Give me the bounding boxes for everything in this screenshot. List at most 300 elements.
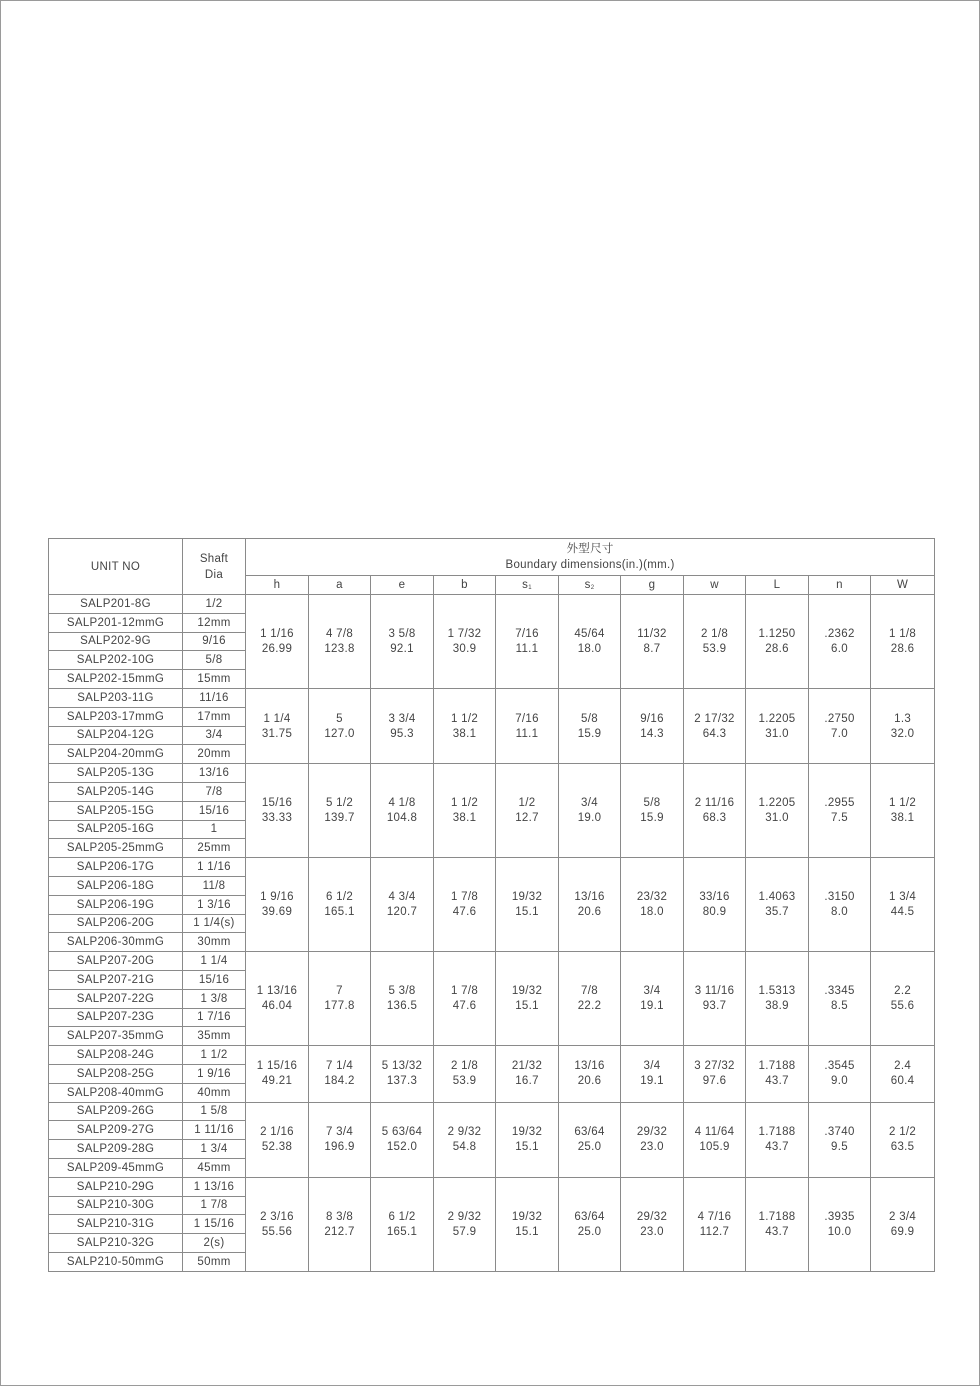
dimension-cell	[621, 858, 684, 952]
dimension-inch: 1 9/16	[260, 891, 294, 904]
dimension-mm: 15.1	[515, 1225, 539, 1238]
shaft-dia-cell: 17mm	[183, 707, 246, 726]
dimension-cell	[309, 688, 371, 763]
table-row	[49, 1046, 935, 1065]
dimension-mm: 6.0	[831, 642, 848, 655]
shaft-dia-cell: 40mm	[183, 1083, 246, 1102]
dimension-cell	[871, 1177, 935, 1271]
dimension-inch: .2362	[824, 627, 855, 640]
unit-no-cell: SALP202-10G	[49, 651, 183, 670]
dimension-mm: 52.38	[261, 1141, 293, 1154]
dimension-inch: 3 3/4	[388, 712, 416, 725]
dimension-inch: 19/32	[511, 985, 543, 998]
dimension-mm: 165.1	[386, 1225, 418, 1238]
shaft-dia-line2: Dia	[204, 568, 224, 581]
dimension-cell	[809, 595, 871, 689]
shaft-dia-cell: 11/8	[183, 876, 246, 895]
dimension-cell	[559, 1046, 621, 1102]
shaft-dia-cell: 15mm	[183, 670, 246, 689]
dimension-cell	[309, 1102, 371, 1177]
dimension-inch: 1 1/8	[889, 627, 917, 640]
dimension-mm: 7.0	[831, 727, 848, 740]
unit-no-cell: SALP205-13G	[49, 764, 183, 783]
dimension-inch: 2 1/2	[889, 1126, 917, 1139]
shaft-dia-cell: 1/2	[183, 595, 246, 614]
column-header: L	[746, 576, 809, 595]
dimension-cell	[371, 595, 434, 689]
dimension-mm: 7.5	[831, 812, 848, 825]
table-row	[49, 764, 935, 783]
dimension-inch: 2.2	[894, 985, 912, 998]
shaft-dia-cell: 11/16	[183, 688, 246, 707]
dimension-cell	[309, 764, 371, 858]
dimension-cell	[434, 1046, 496, 1102]
shaft-dia-cell: 1 1/4	[183, 952, 246, 971]
column-header: h	[246, 576, 309, 595]
dimension-mm: 127.0	[324, 727, 355, 740]
dimension-inch: 5 13/32	[381, 1060, 423, 1073]
unit-no-cell: SALP205-15G	[49, 801, 183, 820]
dimension-inch: 3/4	[643, 985, 661, 998]
unit-no-cell: SALP207-20G	[49, 952, 183, 971]
dimension-inch: 1 7/8	[450, 985, 479, 998]
column-header: $s_2$	[559, 576, 621, 595]
dimension-inch: 2 17/32	[694, 712, 735, 725]
column-header: e	[371, 576, 434, 595]
dimension-cell	[309, 858, 371, 952]
dimension-cell	[371, 1102, 434, 1177]
shaft-dia-cell: 13/16	[183, 764, 246, 783]
dimension-mm: 20.6	[577, 906, 602, 919]
dimensions-table	[48, 538, 935, 1272]
dimension-cell	[621, 952, 684, 1046]
column-header: W	[871, 576, 935, 595]
dimension-mm: 137.3	[386, 1075, 418, 1088]
dimension-cell	[559, 952, 621, 1046]
dimension-cell	[559, 1177, 621, 1271]
dimension-mm: 8.5	[831, 1000, 848, 1013]
unit-no-cell: SALP205-16G	[49, 820, 183, 839]
shaft-dia-cell: 1 7/8	[183, 1196, 246, 1215]
dimension-mm: 95.3	[390, 727, 414, 740]
shaft-dia-cell: 1 15/16	[183, 1215, 246, 1234]
dimension-cell	[496, 764, 559, 858]
dimension-mm: 63.5	[890, 1141, 915, 1154]
dimension-inch: 5	[336, 712, 343, 725]
dimension-inch: .3150	[824, 891, 855, 904]
dimension-mm: 15.9	[640, 812, 664, 825]
dimension-inch: 7	[336, 985, 343, 998]
dimension-mm: 22.2	[577, 1000, 602, 1013]
column-header: b	[434, 576, 496, 595]
dimension-cell	[809, 1046, 871, 1102]
unit-no-cell: SALP207-21G	[49, 970, 183, 989]
dimension-mm: 184.2	[324, 1075, 355, 1088]
dimension-inch: 4 11/64	[694, 1126, 735, 1139]
dimension-inch: 1.2205	[758, 797, 796, 810]
dimension-cell	[246, 1046, 309, 1102]
dimension-mm: 23.0	[640, 1141, 664, 1154]
table-body	[49, 595, 935, 1272]
dimension-cell	[621, 1102, 684, 1177]
dimension-cell	[309, 1046, 371, 1102]
shaft-dia-cell: 35mm	[183, 1027, 246, 1046]
dimension-mm: 30.9	[452, 642, 477, 655]
unit-no-cell: SALP209-26G	[49, 1102, 183, 1121]
unit-no-cell: SALP210-29G	[49, 1177, 183, 1196]
dimension-cell	[684, 764, 746, 858]
dimension-inch: 4 1/8	[388, 797, 416, 810]
dimension-cell	[746, 1102, 809, 1177]
table-row	[49, 688, 935, 707]
dimension-cell	[496, 1046, 559, 1102]
dimension-mm: 10.0	[827, 1225, 852, 1238]
dimension-mm: 105.9	[699, 1141, 730, 1154]
column-subscript: 2	[590, 585, 595, 591]
dimension-mm: 68.3	[702, 812, 727, 825]
shaft-dia-cell: 3/4	[183, 726, 246, 745]
shaft-dia-cell: 1 5/8	[183, 1102, 246, 1121]
dimension-mm: 26.99	[261, 642, 293, 655]
dimension-mm: 9.5	[831, 1141, 848, 1154]
table-row	[49, 858, 935, 877]
dimension-inch: 19/32	[511, 1126, 543, 1139]
dimension-inch: 1 3/4	[889, 891, 917, 904]
unit-no-cell: SALP207-22G	[49, 989, 183, 1008]
dimension-mm: 123.8	[324, 642, 355, 655]
dimension-cell	[746, 858, 809, 952]
column-header: $s_1$	[496, 576, 559, 595]
dimension-cell	[871, 764, 935, 858]
dimension-mm: 139.7	[324, 812, 355, 825]
dimension-mm: 12.7	[515, 812, 539, 825]
unit-no-cell: SALP210-31G	[49, 1215, 183, 1234]
dimension-inch: 23/32	[636, 891, 668, 904]
dimension-mm: 23.0	[640, 1225, 664, 1238]
column-header: n	[809, 576, 871, 595]
shaft-dia-cell: 1 3/8	[183, 989, 246, 1008]
unit-no-cell: SALP209-27G	[49, 1121, 183, 1140]
table-row	[49, 952, 935, 971]
dimension-cell	[809, 858, 871, 952]
dimension-inch: 13/16	[574, 891, 605, 904]
unit-no-header: UNIT NO	[49, 539, 183, 595]
dimension-cell	[621, 688, 684, 763]
dimension-inch: .3740	[824, 1126, 855, 1139]
dimension-inch: 4 3/4	[388, 891, 416, 904]
dimension-cell	[684, 1177, 746, 1271]
dimension-cell	[434, 858, 496, 952]
dimension-inch: 2 9/32	[447, 1126, 482, 1139]
dimension-cell	[871, 688, 935, 763]
column-header: w	[684, 576, 746, 595]
dimension-inch: 5 63/64	[381, 1126, 423, 1139]
dimension-mm: 104.8	[386, 812, 418, 825]
dimension-inch: 6 1/2	[388, 1210, 416, 1223]
dimension-cell	[559, 688, 621, 763]
dimension-mm: 43.7	[765, 1141, 789, 1154]
dimension-inch: .3935	[824, 1210, 855, 1223]
dimension-inch: 1 13/16	[256, 985, 298, 998]
dimension-inch: 15/16	[261, 797, 293, 810]
dimension-cell	[496, 858, 559, 952]
dimension-cell	[621, 1046, 684, 1102]
dimension-inch: 1.3	[894, 712, 912, 725]
dimension-inch: 1.5313	[758, 985, 796, 998]
dimension-cell	[246, 1102, 309, 1177]
dimension-cell	[684, 858, 746, 952]
dimension-cell	[809, 952, 871, 1046]
dimension-cell	[684, 952, 746, 1046]
dimension-inch: 1 7/8	[450, 891, 479, 904]
dimension-cell	[371, 952, 434, 1046]
dimension-mm: 93.7	[702, 1000, 727, 1013]
dimension-inch: 3 11/16	[694, 985, 735, 998]
dimension-inch: 2 1/8	[700, 627, 729, 640]
dimension-cell	[746, 688, 809, 763]
dimension-inch: 4 7/16	[697, 1210, 732, 1223]
dimension-mm: 69.9	[890, 1225, 915, 1238]
unit-no-cell: SALP206-20G	[49, 914, 183, 933]
dimension-mm: 136.5	[386, 1000, 418, 1013]
dimension-mm: 44.5	[890, 906, 915, 919]
unit-no-cell: SALP203-11G	[49, 688, 183, 707]
unit-no-cell: SALP202-9G	[49, 632, 183, 651]
shaft-dia-cell: 25mm	[183, 839, 246, 858]
dimension-cell	[809, 1177, 871, 1271]
dimension-mm: 60.4	[890, 1075, 915, 1088]
dimension-mm: 19.1	[640, 1075, 664, 1088]
shaft-dia-cell: 30mm	[183, 933, 246, 952]
dimension-mm: 57.9	[452, 1225, 477, 1238]
unit-no-cell: SALP208-40mmG	[49, 1083, 183, 1102]
dimension-mm: 11.1	[515, 642, 539, 655]
dimension-inch: .2955	[824, 797, 855, 810]
dimension-inch: 63/64	[574, 1126, 605, 1139]
dimension-cell	[434, 764, 496, 858]
dimension-mm: 18.0	[577, 642, 602, 655]
dimension-inch: 3/4	[643, 1060, 661, 1073]
dimension-mm: 33.33	[261, 812, 293, 825]
dimension-cell	[871, 595, 935, 689]
shaft-dia-cell: 45mm	[183, 1158, 246, 1177]
dimension-inch: 13/16	[574, 1060, 605, 1073]
dimension-inch: .2750	[824, 712, 855, 725]
dimension-mm: 55.56	[261, 1225, 293, 1238]
dimension-inch: 1 7/32	[447, 627, 482, 640]
shaft-dia-cell: 1 9/16	[183, 1064, 246, 1083]
dimension-inch: 19/32	[511, 1210, 543, 1223]
dimension-mm: 38.1	[452, 812, 477, 825]
dimension-cell	[684, 1046, 746, 1102]
dimension-inch: 11/32	[637, 627, 667, 640]
dimension-mm: 97.6	[702, 1075, 727, 1088]
dimension-mm: 38.9	[765, 1000, 789, 1013]
dimension-inch: .3345	[824, 985, 855, 998]
unit-no-cell: SALP210-32G	[49, 1234, 183, 1253]
dimension-cell	[309, 1177, 371, 1271]
dimension-inch: 3/4	[581, 797, 598, 810]
shaft-dia-cell: 12mm	[183, 613, 246, 632]
unit-no-cell: SALP204-20mmG	[49, 745, 183, 764]
dimension-mm: 31.0	[765, 727, 789, 740]
dimension-mm: 55.6	[890, 1000, 915, 1013]
dimension-mm: 54.8	[452, 1141, 477, 1154]
dimension-mm: 112.7	[699, 1225, 730, 1238]
shaft-dia-cell: 1 7/16	[183, 1008, 246, 1027]
unit-no-cell: SALP210-30G	[49, 1196, 183, 1215]
shaft-dia-cell: 1 3/16	[183, 895, 246, 914]
boundary-title-en: Boundary dimensions(in.)(mm.)	[505, 559, 675, 571]
column-header: g	[621, 576, 684, 595]
shaft-dia-header	[183, 539, 246, 595]
dimension-mm: 19.1	[640, 1000, 664, 1013]
dimension-inch: 7 1/4	[325, 1060, 354, 1073]
dimension-inch: 1.2205	[758, 712, 796, 725]
dimension-cell	[371, 1177, 434, 1271]
dimension-inch: 5 1/2	[325, 797, 354, 810]
unit-no-cell: SALP201-8G	[49, 595, 183, 614]
dimension-cell	[559, 764, 621, 858]
unit-no-cell: SALP206-17G	[49, 858, 183, 877]
dimension-inch: 2.4	[894, 1060, 912, 1073]
dimension-cell	[309, 595, 371, 689]
dimension-inch: 3 5/8	[388, 627, 416, 640]
shaft-dia-cell: 15/16	[183, 801, 246, 820]
shaft-dia-cell: 5/8	[183, 651, 246, 670]
dimension-inch: 8 3/8	[325, 1210, 354, 1223]
unit-no-cell: SALP207-23G	[49, 1008, 183, 1027]
dimension-mm: 15.1	[515, 906, 539, 919]
dimension-mm: 64.3	[702, 727, 727, 740]
dimension-mm: 15.9	[577, 727, 602, 740]
dimension-inch: 1 15/16	[256, 1060, 298, 1073]
dimension-cell	[621, 595, 684, 689]
dimension-inch: 2 1/8	[450, 1060, 479, 1073]
dimension-mm: 196.9	[324, 1141, 355, 1154]
dimension-mm: 49.21	[261, 1075, 293, 1088]
dimension-mm: 14.3	[640, 727, 664, 740]
unit-no-cell: SALP206-19G	[49, 895, 183, 914]
dimension-mm: 9.0	[831, 1075, 848, 1088]
table-row	[49, 1102, 935, 1121]
dimension-cell	[621, 1177, 684, 1271]
dimension-mm: 31.75	[261, 727, 293, 740]
dimension-inch: 1.7188	[758, 1126, 796, 1139]
unit-no-cell: SALP201-12mmG	[49, 613, 183, 632]
unit-no-cell: SALP206-30mmG	[49, 933, 183, 952]
dimension-inch: 2 9/32	[447, 1210, 482, 1223]
unit-no-cell: SALP207-35mmG	[49, 1027, 183, 1046]
dimension-inch: 7/16	[515, 712, 539, 725]
dimension-inch: 1 1/2	[450, 712, 479, 725]
dimension-cell	[246, 595, 309, 689]
dimension-mm: 15.1	[515, 1000, 539, 1013]
shaft-dia-cell: 20mm	[183, 745, 246, 764]
boundary-dimensions-header	[246, 539, 935, 576]
dimension-cell	[371, 764, 434, 858]
dimension-mm: 11.1	[515, 727, 539, 740]
dimension-inch: 1 1/2	[889, 797, 917, 810]
dimension-mm: 32.0	[890, 727, 915, 740]
dimension-cell	[684, 595, 746, 689]
shaft-dia-cell: 1 13/16	[183, 1177, 246, 1196]
dimension-mm: 177.8	[324, 1000, 355, 1013]
dimension-mm: 15.1	[515, 1141, 539, 1154]
dimension-mm: 43.7	[765, 1075, 789, 1088]
shaft-dia-line1: Shaft	[199, 552, 229, 565]
dimension-cell	[246, 764, 309, 858]
dimension-mm: 53.9	[702, 642, 727, 655]
dimension-inch: 1/2	[518, 797, 536, 810]
dimension-cell	[746, 764, 809, 858]
unit-no-cell: SALP209-28G	[49, 1140, 183, 1159]
dimension-mm: 18.0	[640, 906, 664, 919]
dimension-mm: 47.6	[452, 906, 477, 919]
dimension-inch: 1.7188	[758, 1060, 796, 1073]
dimension-inch: 5 3/8	[388, 985, 416, 998]
shaft-dia-cell: 9/16	[183, 632, 246, 651]
dimension-mm: 120.7	[386, 906, 418, 919]
dimension-mm: 152.0	[386, 1141, 418, 1154]
unit-no-cell: SALP203-17mmG	[49, 707, 183, 726]
dimension-cell	[684, 1102, 746, 1177]
dimension-mm: 25.0	[577, 1225, 602, 1238]
dimension-cell	[746, 1046, 809, 1102]
dimension-cell	[871, 1046, 935, 1102]
dimension-cell	[809, 764, 871, 858]
dimension-inch: 1.4063	[758, 891, 796, 904]
dimension-cell	[559, 1102, 621, 1177]
dimension-mm: 25.0	[577, 1141, 602, 1154]
dimension-inch: 7 3/4	[325, 1126, 354, 1139]
dimension-mm: 8.7	[643, 642, 661, 655]
dimension-mm: 16.7	[515, 1075, 539, 1088]
dimension-cell	[246, 858, 309, 952]
unit-no-cell: SALP205-14G	[49, 782, 183, 801]
dimension-mm: 46.04	[261, 1000, 293, 1013]
dimension-mm: 28.6	[765, 642, 789, 655]
dimension-mm: 92.1	[390, 642, 414, 655]
dimension-mm: 38.1	[452, 727, 477, 740]
dimension-mm: 38.1	[890, 812, 915, 825]
unit-no-cell: SALP209-45mmG	[49, 1158, 183, 1177]
unit-no-cell: SALP208-24G	[49, 1046, 183, 1065]
dimension-cell	[809, 688, 871, 763]
dimension-cell	[746, 1177, 809, 1271]
dimension-mm: 53.9	[452, 1075, 477, 1088]
dimension-inch: 21/32	[511, 1060, 543, 1073]
dimension-inch: 1 1/16	[260, 627, 294, 640]
dimension-inch: 63/64	[574, 1210, 605, 1223]
unit-no-cell: SALP202-15mmG	[49, 670, 183, 689]
dimension-inch: 29/32	[636, 1210, 668, 1223]
dimension-inch: 2 11/16	[694, 797, 735, 810]
dimension-inch: .3545	[824, 1060, 855, 1073]
shaft-dia-cell: 1 1/2	[183, 1046, 246, 1065]
dimension-cell	[559, 595, 621, 689]
dimension-cell	[434, 1177, 496, 1271]
shaft-dia-cell: 1 1/16	[183, 858, 246, 877]
dimension-cell	[496, 952, 559, 1046]
shaft-dia-cell: 1 3/4	[183, 1140, 246, 1159]
dimension-cell	[371, 858, 434, 952]
dimension-inch: 9/16	[640, 712, 664, 725]
dimension-inch: 19/32	[511, 891, 543, 904]
boundary-title-cn: 外型尺寸	[566, 543, 614, 555]
dimension-inch: 1.7188	[758, 1210, 796, 1223]
dimension-cell	[871, 952, 935, 1046]
